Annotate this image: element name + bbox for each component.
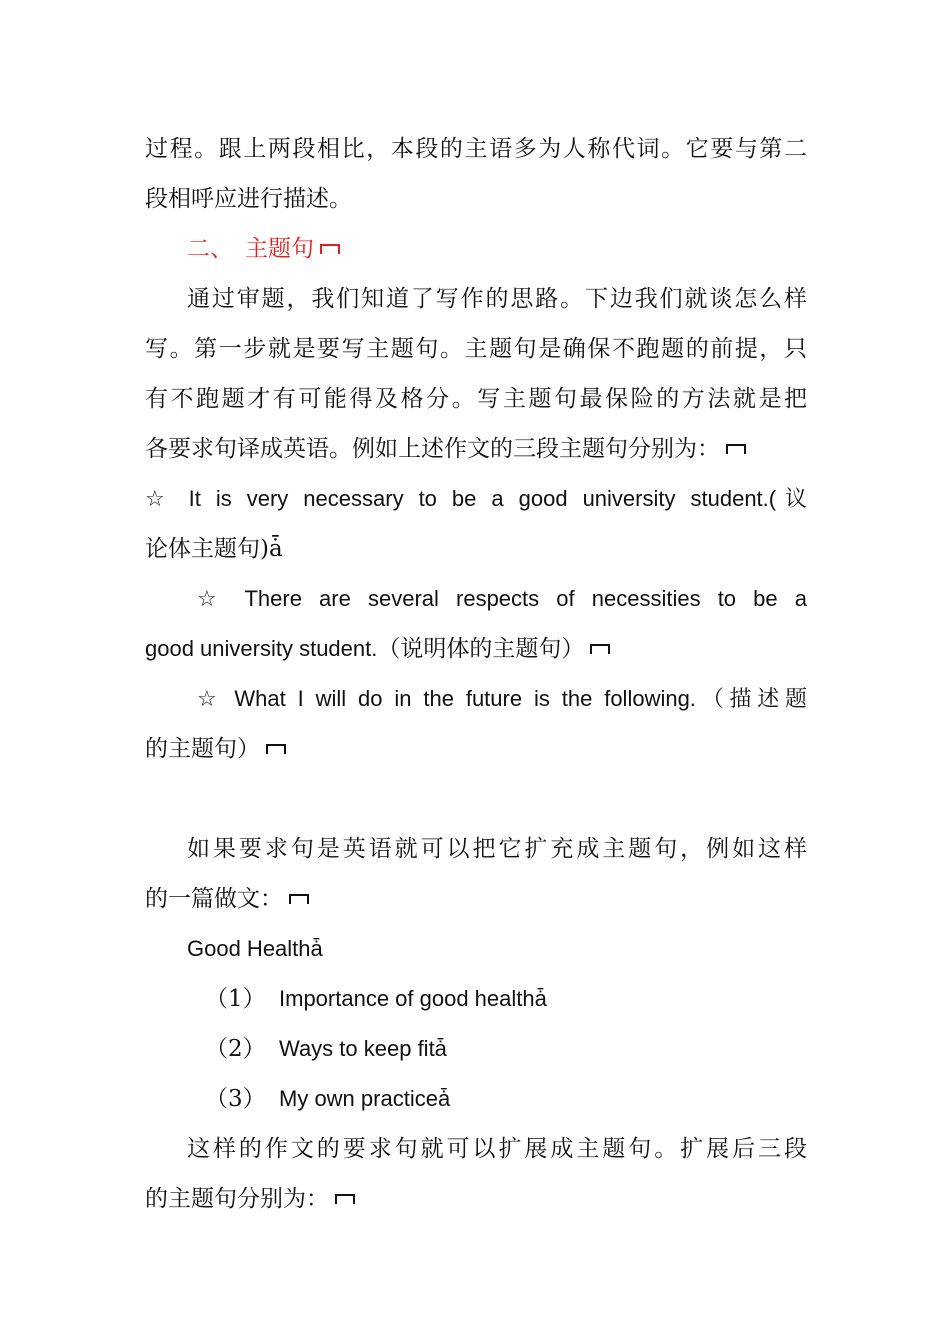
list-item	[145, 1024, 807, 1074]
document-page	[145, 124, 807, 1224]
list-number: （3）	[205, 1086, 266, 1112]
paragraph-mark-icon	[289, 894, 309, 904]
paragraph-mark-icon	[320, 244, 340, 254]
paragraph-line: 写。第一步就是要写主题句。主题句是确保不跑题的前提，只	[145, 336, 807, 362]
list-text: Ways to keep fitǡ	[279, 1036, 447, 1061]
heading-text: 主题句	[245, 236, 314, 262]
heading-number: 二、	[187, 236, 233, 262]
paragraph-mark-icon	[266, 744, 286, 754]
list-number: （1）	[205, 986, 266, 1012]
list-text: Importance of good healthǡ	[279, 986, 547, 1011]
paragraph-line: 段相呼应进行描述。	[145, 186, 352, 212]
topic-sentence-line: ☆ What I will do in the future is the following.（描述题	[197, 686, 807, 711]
paragraph-line: 这样的作文的要求句就可以扩展成主题句。扩展后三段	[187, 1136, 807, 1162]
paragraph-line: 如果要求句是英语就可以把它扩充成主题句，例如这样	[187, 836, 807, 862]
paragraph-mark-icon	[590, 644, 610, 654]
list-item	[145, 974, 807, 1024]
topic-sentence-line: ☆ There are several respects of necessities to be a	[197, 586, 807, 611]
topic-sentence-line: good university student. （说明体的主题句）	[145, 624, 807, 674]
section-heading	[145, 224, 807, 274]
paragraph-mark-icon	[726, 444, 746, 454]
paragraph-line: 通过审题，我们知道了写作的思路。下边我们就谈怎么样	[187, 286, 807, 312]
blank-line	[145, 774, 807, 824]
list-item	[145, 1074, 807, 1124]
paragraph-line: 各要求句译成英语。例如上述作文的三段主题句分别为：	[145, 424, 807, 474]
list-text: My own practiceǡ	[279, 1086, 451, 1111]
essay-title: Good Healthǡ	[187, 936, 323, 961]
topic-sentence-line: ☆ It is very necessary to be a good university student.(议	[145, 486, 807, 511]
list-number: （2）	[205, 1036, 266, 1062]
paragraph-line: 过程。跟上两段相比，本段的主语多为人称代词。它要与第二	[145, 136, 807, 162]
topic-sentence-line: 论体主题句)ǡ	[145, 536, 283, 562]
paragraph-line: 有不跑题才有可能得及格分。写主题句最保险的方法就是把	[145, 386, 807, 412]
paragraph-mark-icon	[335, 1194, 355, 1204]
paragraph-line: 的主题句分别为：	[145, 1174, 807, 1224]
paragraph-line: 的一篇做文：	[145, 874, 807, 924]
topic-sentence-line: 的主题句）	[145, 724, 807, 774]
